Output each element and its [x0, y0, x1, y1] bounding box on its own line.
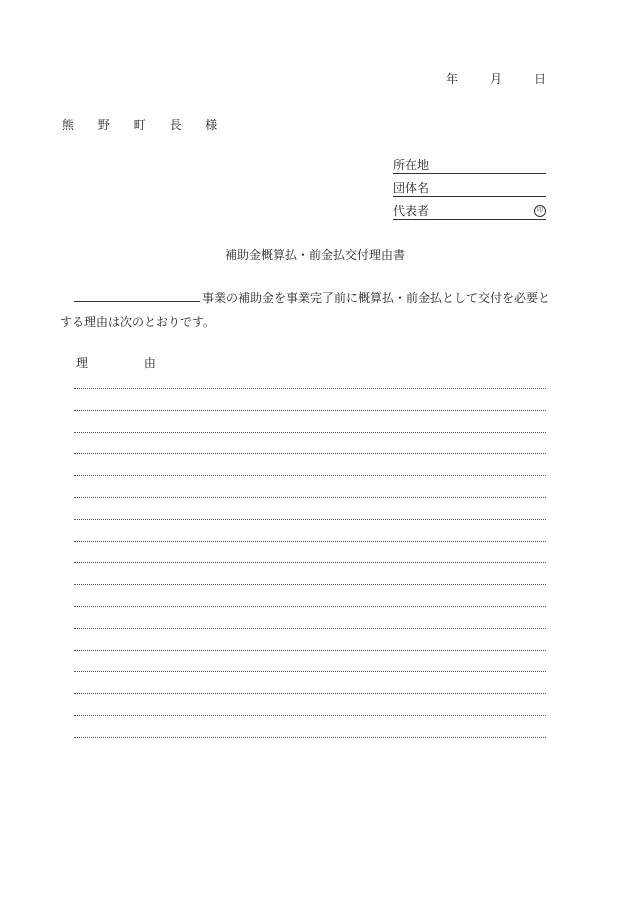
document-title: 補助金概算払・前金払交付理由書 [224, 248, 405, 262]
reason-line[interactable] [74, 388, 546, 389]
date-month: 月 [489, 72, 502, 86]
representative-label: 代表者 [393, 204, 430, 218]
address-label: 所在地 [393, 158, 430, 172]
reason-line[interactable] [74, 475, 546, 476]
reason-line[interactable] [74, 650, 546, 651]
reason-line[interactable] [74, 410, 546, 411]
reason-line[interactable] [74, 541, 546, 542]
reason-line[interactable] [74, 737, 546, 738]
reason-line[interactable] [74, 606, 546, 607]
applicant-block [393, 157, 546, 226]
reason-line[interactable] [74, 693, 546, 694]
body-text [60, 286, 560, 334]
date-day: 日 [533, 72, 546, 86]
representative-field[interactable] [393, 203, 546, 220]
organization-label: 団体名 [393, 181, 430, 195]
reason-line[interactable] [74, 628, 546, 629]
project-name-blank[interactable] [74, 287, 200, 302]
addressee: 熊 野 町 長 様 [62, 118, 228, 132]
reason-line[interactable] [74, 519, 546, 520]
seal-icon: 印 [534, 205, 546, 217]
reason-line[interactable] [74, 562, 546, 563]
reason-line[interactable] [74, 671, 546, 672]
organization-field[interactable] [393, 180, 546, 197]
address-field[interactable] [393, 157, 546, 174]
reason-line[interactable] [74, 497, 546, 498]
body-line-2: する理由は次のとおりです。 [60, 315, 216, 329]
reason-line[interactable] [74, 584, 546, 585]
reason-label: 理 由 [76, 356, 182, 370]
date-row [446, 70, 546, 87]
date-year: 年 [445, 72, 458, 86]
body-line-1: 事業の補助金を事業完了前に概算払・前金払として交付を必要と [202, 291, 551, 305]
reason-line[interactable] [74, 715, 546, 716]
reason-line[interactable] [74, 432, 546, 433]
reason-line[interactable] [74, 453, 546, 454]
